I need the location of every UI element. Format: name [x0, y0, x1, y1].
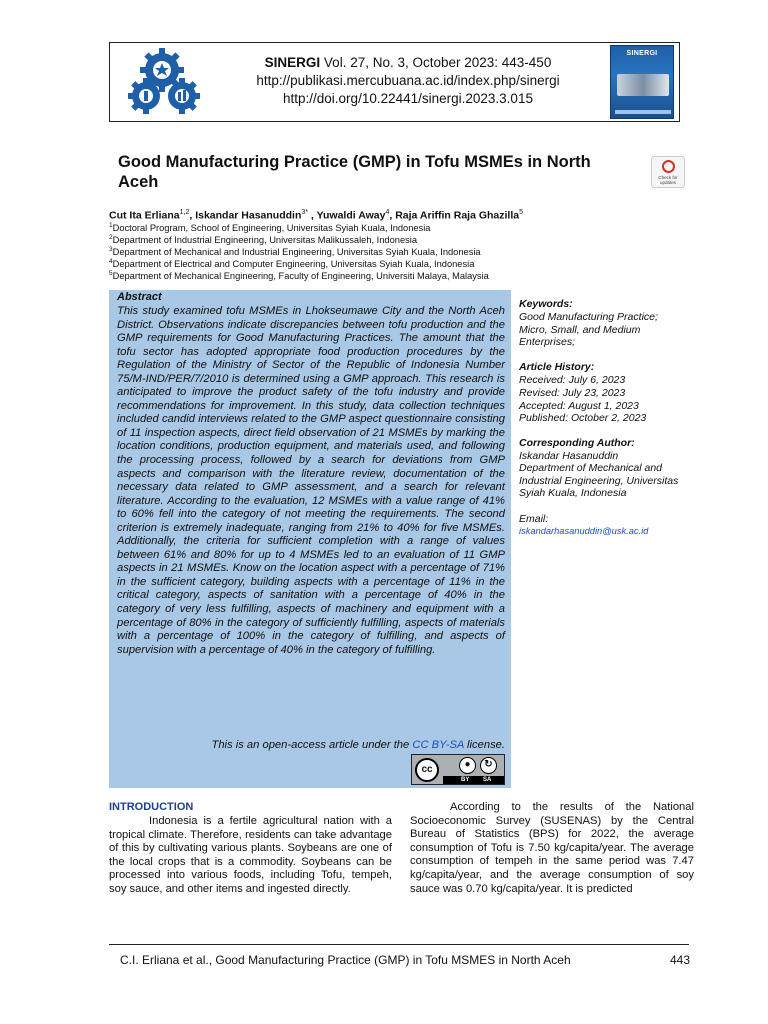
cc-sa-label: SA — [483, 777, 492, 783]
body-column-left — [109, 815, 392, 897]
doi-link[interactable]: http://doi.org/10.22441/sinergi.2023.3.015 — [283, 91, 533, 106]
cc-by-sa-badge[interactable] — [411, 754, 505, 785]
intro-paragraph: Indonesia is a fertile agricultural nation with a tropical climate. Therefore, residents can take advantage of this by cultivating various plants. Soybeans are one of the local crops that is a commodity. Soybeans can be processed into various foods, including Tofu, tempeh, soy sauce, and other items and ingested directly. — [109, 815, 392, 895]
license-suffix: license. — [463, 739, 505, 751]
check-updates-label: Check for updates — [658, 175, 678, 185]
article-history-heading: Article History: — [519, 361, 595, 373]
journal-citation-line — [218, 54, 598, 72]
email-label: Email: — [519, 513, 549, 525]
intro-paragraph: According to the results of the National Socioeconomic Survey (SUSENAS) by the Central Bureau of Statistics (BPS) for 2022, the average consumption of Tofu is 7.50 kg/capita/year. The average consumption of tempeh in the same period was 7.47 kg/capita/year, and the average consumption of soy sauce was 0.70 kg/capita/year. It is predicted — [410, 801, 694, 895]
affiliation-text: Doctoral Program, School of Engineering, Universitas Syiah Kuala, Indonesia — [112, 223, 431, 234]
check-updates-icon — [662, 160, 675, 173]
introduction-heading: INTRODUCTION — [109, 801, 194, 813]
affiliation-marker: 1 — [109, 222, 113, 229]
check-for-updates-badge[interactable] — [651, 156, 685, 188]
attribution-icon: ● — [459, 757, 476, 774]
affiliation-marker: 4 — [109, 258, 113, 265]
share-alike-icon: ↻ — [480, 757, 497, 774]
footer-citation: C.I. Erliana et al., Good Manufacturing Practice (GMP) in Tofu MSMES in North Aceh — [120, 953, 571, 967]
abstract-heading: Abstract — [117, 291, 162, 303]
keywords-heading: Keywords: — [519, 298, 573, 310]
affiliation-text: Department of Mechanical Engineering, Faculty of Engineering, Universiti Malaya, Malaysia — [112, 271, 489, 282]
affiliation-text: Department of Electrical and Computer Engineering, Universitas Syiah Kuala, Indonesia — [112, 259, 475, 270]
author-affiliation-marker: 3* — [301, 209, 309, 216]
author-separator: , — [308, 209, 317, 222]
email-link[interactable]: iskandarhasanuddin@usk.ac.id — [519, 526, 649, 536]
cc-by-sa-link[interactable]: CC BY-SA — [412, 739, 464, 751]
author-separator: , — [189, 209, 196, 222]
corresponding-author-name: Iskandar Hasanuddin — [519, 450, 619, 462]
cc-icon: cc — [415, 758, 439, 782]
affiliation-marker: 2 — [109, 234, 113, 241]
body-column-right — [410, 801, 694, 896]
journal-cover-icon — [610, 45, 674, 119]
author-name: Iskandar Hasanuddin — [195, 209, 302, 222]
license-prefix: This is an open-access article under the — [211, 739, 413, 751]
revised-date: Revised: July 23, 2023 — [519, 387, 626, 399]
received-date: Received: July 6, 2023 — [519, 374, 626, 386]
author-separator: , — [389, 209, 396, 222]
footer-rule — [109, 944, 689, 945]
author-name: Yuwaldi Away — [316, 209, 386, 222]
affiliation-text: Department of Mechanical and Industrial Engineering, Universitas Syiah Kuala, Indonesia — [112, 247, 481, 258]
journal-name: SINERGI — [264, 55, 321, 70]
keywords-list: Good Manufacturing Practice; Micro, Small, and Medium Enterprises; — [519, 311, 658, 349]
cc-label-bar — [443, 776, 504, 784]
author-affiliation-marker: 4 — [385, 209, 390, 216]
affiliation-marker: 3 — [109, 246, 113, 253]
page-number: 443 — [669, 953, 690, 967]
author-name: Cut Ita Erliana — [109, 209, 180, 222]
affiliation — [109, 268, 689, 283]
affiliation-text: Department of Industrial Engineering, Universitas Malikussaleh, Indonesia — [112, 235, 417, 246]
published-date: Published: October 2, 2023 — [519, 412, 647, 424]
abstract-text: This study examined tofu MSMEs in Lhokseumawe City and the North Aceh District. Observations indicate discrepancies between tofu production and the GMP requirements for Good Manufacturing Practices. The amount that the tofu sector has adopted appropriate food production procedures by the Regulation of the Ministry of Sector of the Republic of Indonesia Number 75/M-IND/PER/7/2010 is determined using a GMP approach. This research is anticipated to improve the product safety of the tofu industry and provide recommendations for improvement. In this study, data collection techniques included candid interviews related to the GMP aspect questionnaire consisting of 11 inspection aspects, direct field observation of 21 MSMEs by marking the location conditions, production equipment, and materials used, and following the processing process, followed by a search for deviations from GMP aspects and comparison with the literature review, documentation of the necessary data related to GMP assessment, and a search for relevant literature. According to the evaluation, 12 MSMEs with a value range of 41% to 60% fell into the category of not meeting the requirements. The second criterion is extremely inadequate, ranging from 21% to 40% for five MSMEs. Additionally, the criteria for sufficient completion with a range of values between 61% and 80% for up to 4 MSMEs led to an evaluation of 11 GMP aspects in 21 MSMEs. Know on the location aspect with a percentage of 71% in the sufficient category, building aspects with a percentage of 11% in the critical category, aspects of sanitation with a percentage of 40% in the category of very less fulfilling, aspects of machinery and equipment with a percentage of 80% in the category of sufficiently fulfilling, aspects of materials with a percentage of 100% in the category of fulfilling, and aspects of supervision with a percentage of 40% in the category of fulfilling. — [117, 305, 505, 656]
author-affiliation-marker: 1,2 — [179, 209, 190, 216]
journal-issue: Vol. 27, No. 3, October 2023: 443-450 — [320, 55, 552, 70]
author-affiliation-marker: 5 — [519, 209, 524, 216]
cc-by-label: BY — [461, 777, 470, 783]
accepted-date: Accepted: August 1, 2023 — [519, 400, 639, 412]
corresponding-author-affiliation: Department of Mechanical and Industrial Engineering, Universitas Syiah Kuala, Indonesia — [519, 462, 679, 500]
paper-title: Good Manufacturing Practice (GMP) in Tofu MSMEs in North Aceh — [118, 153, 591, 191]
gear-logo-icon — [120, 46, 206, 116]
corresponding-author-heading: Corresponding Author: — [519, 437, 635, 449]
cover-title: SINERGI — [626, 50, 658, 57]
cover-band — [615, 110, 671, 114]
affiliation-marker: 5 — [109, 270, 113, 277]
author-name: Raja Ariffin Raja Ghazilla — [395, 209, 520, 222]
cover-image — [617, 74, 669, 96]
license-statement — [117, 739, 505, 751]
journal-url[interactable]: http://publikasi.mercubuana.ac.id/index.php/sinergi — [256, 73, 560, 88]
